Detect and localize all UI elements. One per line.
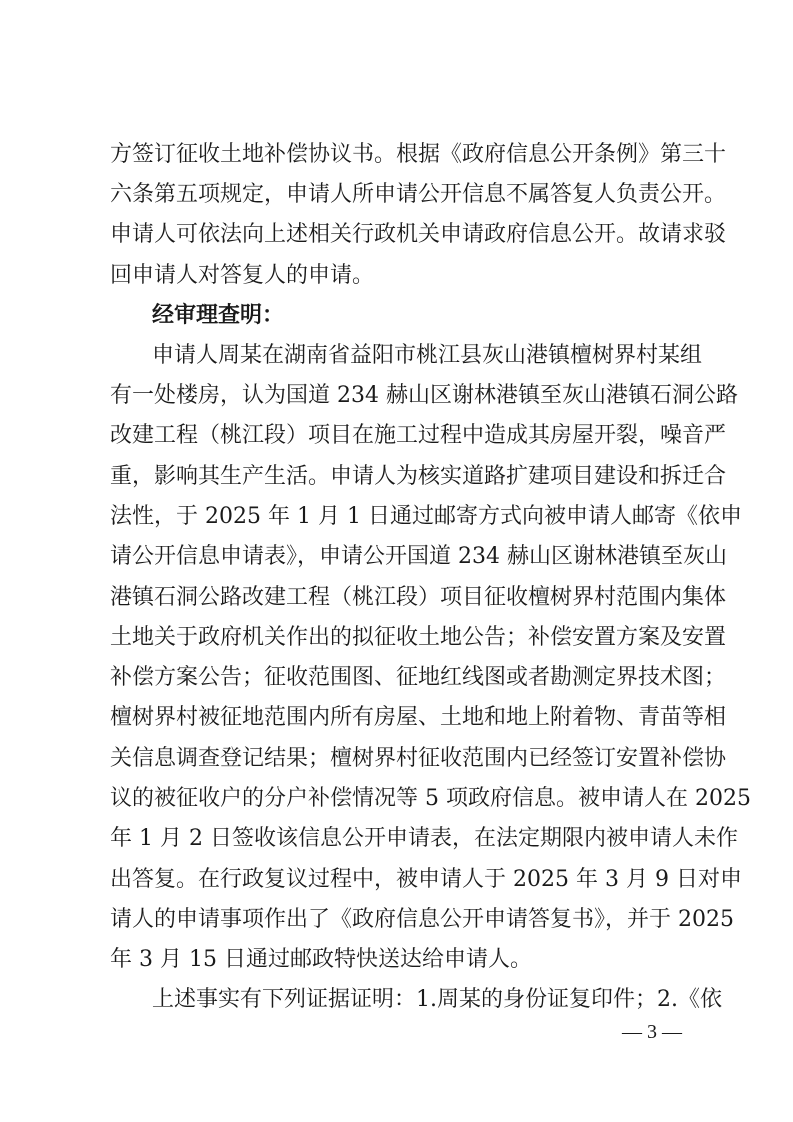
- text-line: 法性，于 2025 年 1 月 1 日通过邮寄方式向被申请人邮寄《依申: [110, 504, 742, 529]
- text-line: 年 3 月 15 日通过邮政特快送达给申请人。: [110, 947, 532, 972]
- text-line: 港镇石洞公路改建工程（桃江段）项目征收檀树界村范围内集体: [110, 585, 727, 610]
- text-line: 回申请人对答复人的申请。: [110, 263, 375, 288]
- text-line: 申请人周某在湖南省益阳市桃江县灰山港镇檀树界村某组: [152, 343, 703, 368]
- text-line: 请人的申请事项作出了《政府信息公开申请答复书》，并于 2025: [110, 907, 734, 932]
- text-line: 年 1 月 2 日签收该信息公开申请表，在法定期限内被申请人未作: [110, 826, 738, 851]
- text-line: 改建工程（桃江段）项目在施工过程中造成其房屋开裂，噪音严: [110, 423, 727, 448]
- page-number: — 3 —: [622, 1021, 682, 1043]
- text-line: 重，影响其生产生活。申请人为核实道路扩建项目建设和拆迁合: [110, 464, 727, 489]
- text-line: 补偿方案公告；征收范围图、征地红线图或者勘测定界技术图；: [110, 665, 727, 690]
- text-line: 上述事实有下列证据证明：1.周某的身份证复印件；2.《依: [152, 987, 722, 1012]
- text-line: 有一处楼房，认为国道 234 赫山区谢林港镇至灰山港镇石洞公路: [110, 383, 738, 408]
- text-line: 申请人可依法向上述相关行政机关申请政府信息公开。故请求驳: [110, 222, 727, 247]
- text-line: 檀树界村被征地范围内所有房屋、土地和地上附着物、青苗等相: [110, 705, 727, 730]
- text-line: 议的被征收户的分户补偿情况等 5 项政府信息。被申请人在 2025: [110, 786, 751, 811]
- section-heading: 经审理查明：: [152, 303, 285, 328]
- text-line: 六条第五项规定，申请人所申请公开信息不属答复人负责公开。: [110, 182, 727, 207]
- text-line: 请公开信息申请表》，申请公开国道 234 赫山区谢林港镇至灰山: [110, 544, 727, 569]
- text-line: 关信息调查登记结果；檀树界村征收范围内已经签订安置补偿协: [110, 746, 727, 771]
- text-line: 出答复。在行政复议过程中，被申请人于 2025 年 3 月 9 日对申: [110, 867, 742, 892]
- text-line: 方签订征收土地补偿协议书。根据《政府信息公开条例》第三十: [110, 142, 727, 167]
- text-line: 土地关于政府机关作出的拟征收土地公告；补偿安置方案及安置: [110, 625, 727, 650]
